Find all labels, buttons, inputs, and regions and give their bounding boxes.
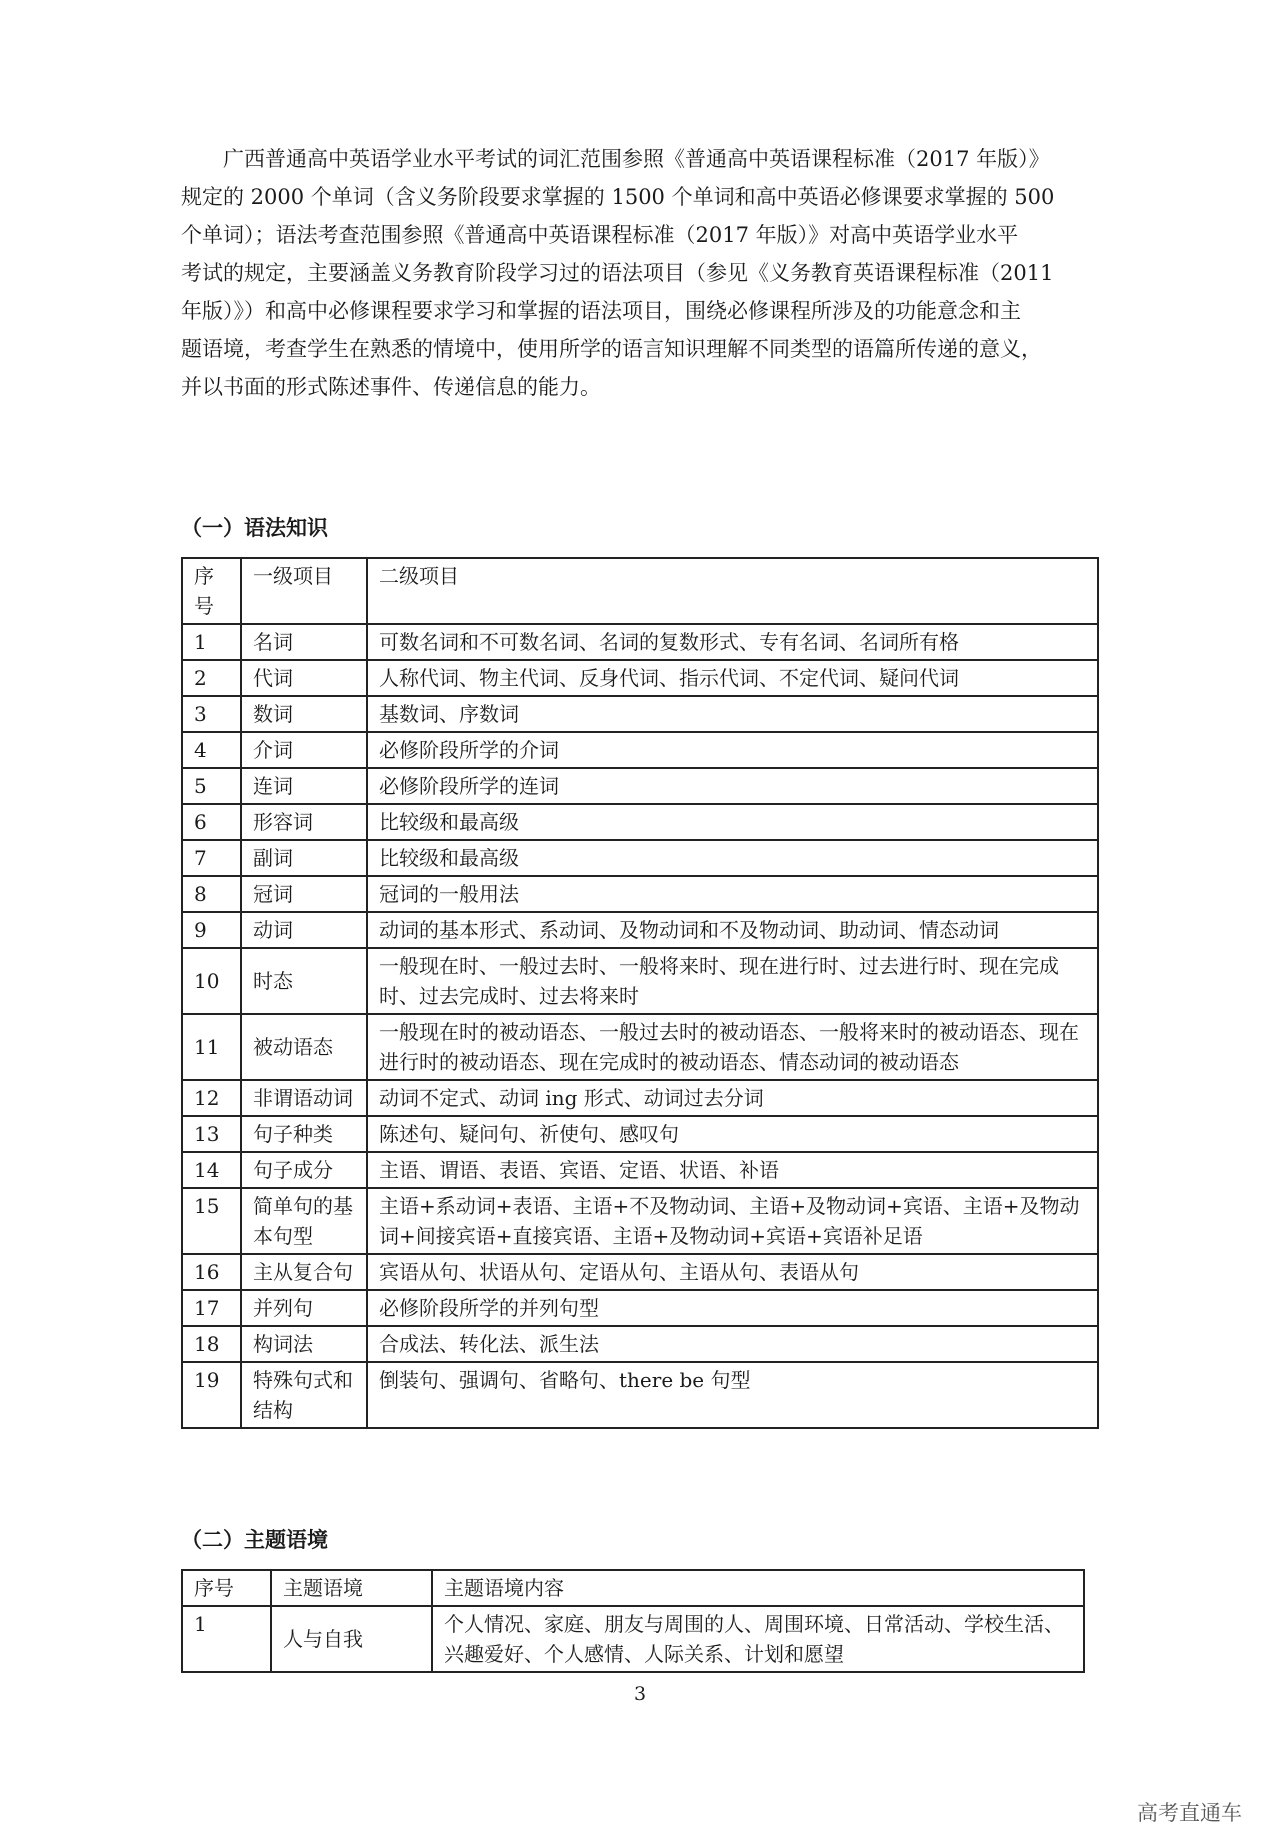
intro-line: 广西普通高中英语学业水平考试的词汇范围参照《普通高中英语课程标准（2017 年版）》 xyxy=(223,147,1050,171)
header-cell: 序号 xyxy=(182,558,241,624)
detail-cell: 主语+系动词+表语、主语+不及物动词、主语+及物动词+宾语、主语+及物动词+间接宾语+直接宾语、主语+及物动词+宾语+宾语补足语 xyxy=(367,1188,1098,1254)
item-cell: 构词法 xyxy=(241,1326,367,1362)
grammar-header-row xyxy=(182,558,1098,624)
item-cell: 数词 xyxy=(241,696,367,732)
row-number-cell: 8 xyxy=(182,876,241,912)
header-cell: 主题语境 xyxy=(271,1570,432,1606)
table-row xyxy=(182,1014,1098,1080)
header-cell: 主题语境内容 xyxy=(432,1570,1084,1606)
row-number-cell: 4 xyxy=(182,732,241,768)
item-cell: 动词 xyxy=(241,912,367,948)
item-cell: 时态 xyxy=(241,948,367,1014)
detail-cell: 动词不定式、动词 ing 形式、动词过去分词 xyxy=(367,1080,1098,1116)
header-cell: 序号 xyxy=(182,1570,271,1606)
detail-cell: 比较级和最高级 xyxy=(367,840,1098,876)
item-cell: 介词 xyxy=(241,732,367,768)
detail-cell: 宾语从句、状语从句、定语从句、主语从句、表语从句 xyxy=(367,1254,1098,1290)
item-cell: 简单句的基本句型 xyxy=(241,1188,367,1254)
grammar-section-title: （一）语法知识 xyxy=(181,516,328,540)
intro-line: 个单词）；语法考查范围参照《普通高中英语课程标准（2017 年版）》对高中英语学业水平 xyxy=(181,223,1019,247)
intro-paragraph xyxy=(181,140,1101,406)
row-number-cell: 5 xyxy=(182,768,241,804)
item-cell: 特殊句式和结构 xyxy=(241,1362,367,1428)
detail-cell: 比较级和最高级 xyxy=(367,804,1098,840)
table-row xyxy=(182,948,1098,1014)
detail-cell: 必修阶段所学的连词 xyxy=(367,768,1098,804)
row-number-cell: 7 xyxy=(182,840,241,876)
table-row xyxy=(182,804,1098,840)
intro-line: 并以书面的形式陈述事件、传递信息的能力。 xyxy=(181,375,601,399)
detail-cell: 倒装句、强调句、省略句、there be 句型 xyxy=(367,1362,1098,1428)
detail-cell: 动词的基本形式、系动词、及物动词和不及物动词、助动词、情态动词 xyxy=(367,912,1098,948)
table-row xyxy=(182,1188,1098,1254)
row-number-cell: 3 xyxy=(182,696,241,732)
table-row xyxy=(182,1290,1098,1326)
row-number-cell: 19 xyxy=(182,1362,241,1428)
intro-line: 规定的 2000 个单词（含义务阶段要求掌握的 1500 个单词和高中英语必修课要求掌握的 500 xyxy=(181,185,1055,209)
item-cell: 形容词 xyxy=(241,804,367,840)
item-cell: 代词 xyxy=(241,660,367,696)
detail-cell: 一般现在时的被动语态、一般过去时的被动语态、一般将来时的被动语态、现在进行时的被动语态、现在完成时的被动语态、情态动词的被动语态 xyxy=(367,1014,1098,1080)
row-number-cell: 2 xyxy=(182,660,241,696)
row-number-cell: 1 xyxy=(182,1606,271,1672)
intro-line: 题语境，考查学生在熟悉的情境中，使用所学的语言知识理解不同类型的语篇所传递的意义， xyxy=(181,337,1042,361)
detail-cell: 陈述句、疑问句、祈使句、感叹句 xyxy=(367,1116,1098,1152)
detail-cell: 基数词、序数词 xyxy=(367,696,1098,732)
item-cell: 句子成分 xyxy=(241,1152,367,1188)
item-cell: 句子种类 xyxy=(241,1116,367,1152)
item-cell: 人与自我 xyxy=(271,1606,432,1672)
topic-section-title: （二）主题语境 xyxy=(181,1528,328,1552)
table-row xyxy=(182,1080,1098,1116)
row-number-cell: 9 xyxy=(182,912,241,948)
row-number-cell: 11 xyxy=(182,1014,241,1080)
watermark: 高考直通车 xyxy=(1137,1801,1242,1825)
row-number-cell: 15 xyxy=(182,1188,241,1254)
grammar-table xyxy=(181,557,1099,1429)
table-row xyxy=(182,1152,1098,1188)
table-row xyxy=(182,1254,1098,1290)
intro-line: 考试的规定，主要涵盖义务教育阶段学习过的语法项目（参见《义务教育英语课程标准（2011 xyxy=(181,261,1054,285)
intro-line: 年版）》）和高中必修课程要求学习和掌握的语法项目，围绕必修课程所涉及的功能意念和主 xyxy=(181,299,1021,323)
table-row xyxy=(182,1606,1084,1672)
item-cell: 冠词 xyxy=(241,876,367,912)
item-cell: 副词 xyxy=(241,840,367,876)
detail-cell: 个人情况、家庭、朋友与周围的人、周围环境、日常活动、学校生活、兴趣爱好、个人感情、人际关系、计划和愿望 xyxy=(432,1606,1084,1672)
row-number-cell: 10 xyxy=(182,948,241,1014)
table-row xyxy=(182,624,1098,660)
table-row xyxy=(182,1326,1098,1362)
detail-cell: 必修阶段所学的并列句型 xyxy=(367,1290,1098,1326)
row-number-cell: 16 xyxy=(182,1254,241,1290)
table-row xyxy=(182,876,1098,912)
detail-cell: 可数名词和不可数名词、名词的复数形式、专有名词、名词所有格 xyxy=(367,624,1098,660)
table-row xyxy=(182,840,1098,876)
detail-cell: 必修阶段所学的介词 xyxy=(367,732,1098,768)
topic-header-row xyxy=(182,1570,1084,1606)
row-number-cell: 1 xyxy=(182,624,241,660)
topic-table xyxy=(181,1569,1085,1673)
item-cell: 非谓语动词 xyxy=(241,1080,367,1116)
item-cell: 名词 xyxy=(241,624,367,660)
table-row xyxy=(182,912,1098,948)
table-row xyxy=(182,660,1098,696)
item-cell: 主从复合句 xyxy=(241,1254,367,1290)
row-number-cell: 12 xyxy=(182,1080,241,1116)
row-number-cell: 14 xyxy=(182,1152,241,1188)
table-row xyxy=(182,696,1098,732)
table-row xyxy=(182,1116,1098,1152)
row-number-cell: 18 xyxy=(182,1326,241,1362)
header-cell: 二级项目 xyxy=(367,558,1098,624)
table-row xyxy=(182,1362,1098,1428)
row-number-cell: 6 xyxy=(182,804,241,840)
detail-cell: 一般现在时、一般过去时、一般将来时、现在进行时、过去进行时、现在完成时、过去完成时、过去将来时 xyxy=(367,948,1098,1014)
item-cell: 并列句 xyxy=(241,1290,367,1326)
detail-cell: 冠词的一般用法 xyxy=(367,876,1098,912)
row-number-cell: 17 xyxy=(182,1290,241,1326)
row-number-cell: 13 xyxy=(182,1116,241,1152)
detail-cell: 合成法、转化法、派生法 xyxy=(367,1326,1098,1362)
item-cell: 被动语态 xyxy=(241,1014,367,1080)
table-row xyxy=(182,732,1098,768)
item-cell: 连词 xyxy=(241,768,367,804)
detail-cell: 主语、谓语、表语、宾语、定语、状语、补语 xyxy=(367,1152,1098,1188)
header-cell: 一级项目 xyxy=(241,558,367,624)
table-row xyxy=(182,768,1098,804)
page-number: 3 xyxy=(633,1683,647,1705)
detail-cell: 人称代词、物主代词、反身代词、指示代词、不定代词、疑问代词 xyxy=(367,660,1098,696)
